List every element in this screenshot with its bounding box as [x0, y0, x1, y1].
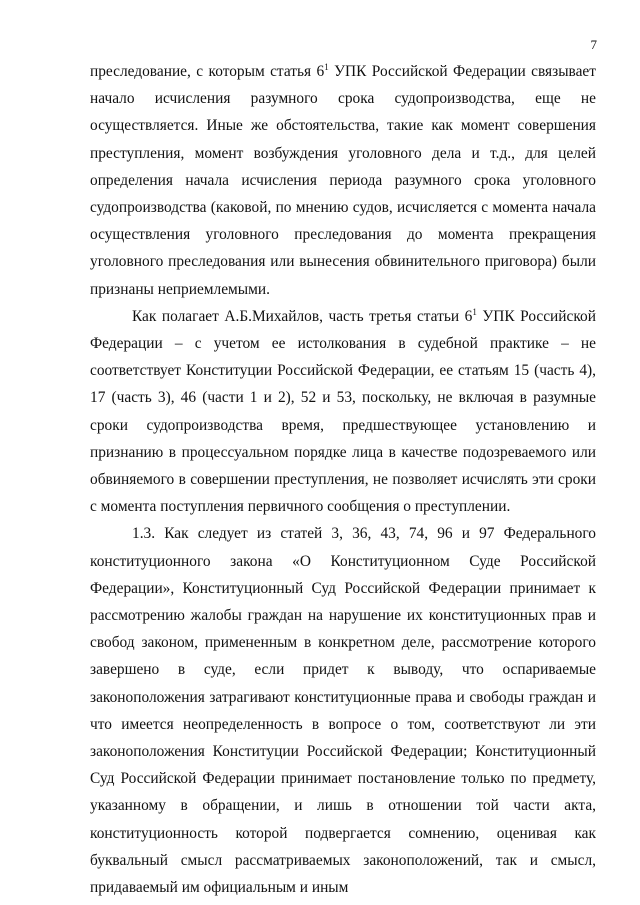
paragraph-3 — [90, 520, 596, 901]
paragraph-1 — [90, 58, 596, 303]
paragraph-2 — [90, 303, 596, 521]
page-number: 7 — [590, 37, 597, 52]
text-run: 1.3. Как следует из статей 3, 36, 43, 74, 96 и 97 Федерального конституционного закона «О Конституционном Суде Российской Федерации», Конституционный Суд Российской Федерации принимает к рассмотрению жалобы граждан на нарушение их конституционных прав и свобод законом, примененным в конкретном деле, рассмотрение которого завершено в суде, если придет к выводу, что оспариваемые законоположения затрагивают конституционные права и свободы граждан и что имеется неопределенность в вопросе о том, соответствуют ли эти законоположения Конституции Российской Федерации; Конституционный Суд Российской Федерации принимает постановление только по предмету, указанному в обращении, и лишь в отношении той части акта, конституционность которой подвергается сомнению, оценивая как буквальный смысл рассматриваемых законоположений, так и смысл, придаваемый им официальным и иным — [90, 525, 596, 897]
superscript-index: 1 — [324, 62, 329, 72]
text-run: преследование, с которым статья 6 — [90, 63, 325, 80]
text-run: УПК Российской Федерации связывает начало исчисления разумного срока судопроизводства, еще не осуществляется. Иные же обстоятельства, такие как момент совершения преступления, момент возбуждения уголовного дела и т.д., для целей определения начала исчисления периода разумного срока уголовного судопроизводства (каковой, по мнению судов, исчисляется с момента начала осуществления уголовного преследования до момента прекращения уголовного преследования или вынесения обвинительного приговора) были признаны неприемлемыми. — [90, 63, 596, 298]
body-text — [90, 58, 596, 901]
text-run: Как полагает А.Б.Михайлов, часть третья статьи 6 — [132, 307, 473, 325]
superscript-index: 1 — [472, 306, 477, 317]
text-run: УПК Российской Федерации – с учетом ее истолкования в судебной практике – не соответствует Конституции Российской Федерации, ее статьям 15 (часть 4), 17 (часть 3), 46 (части 1 и 2), 52 и 53, поскольку, не включая в разумные сроки судопроизводства время, предшествующее установлению и признанию в процессуальном порядке лица в качестве подозреваемого или обвиняемого в совершении преступления, не позволяет исчислять эти сроки с момента поступления первичного сообщения о преступлении. — [90, 307, 596, 516]
